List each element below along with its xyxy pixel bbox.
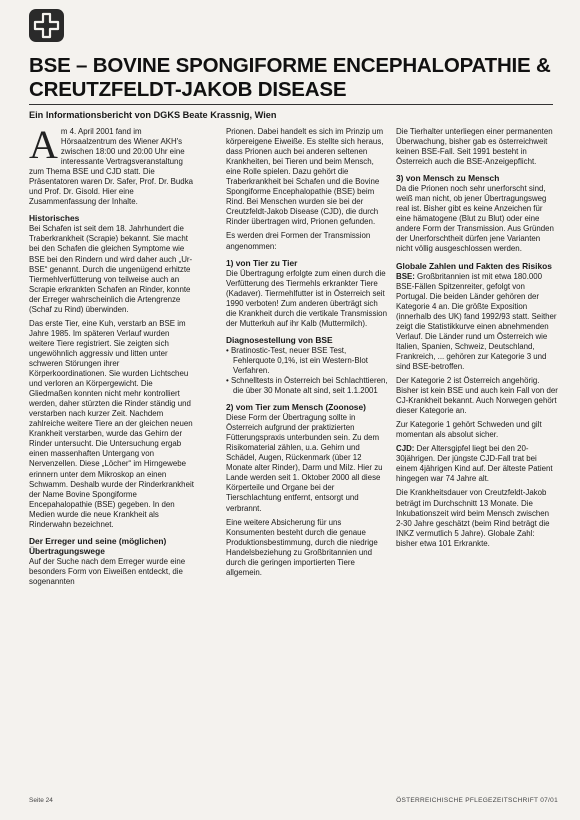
paragraph: Das erste Tier, eine Kuh, verstarb an BSE im Jahre 1985. Im späteren Verlauf wurden weitere Tiere registriert. Sie zeigten sich ungewöhnlich aggressiv und litten unter schweren Störungen ihrer Körperkoordinationen. Sie wurden Lichtscheu und verloren an Körpergewicht. Die Gliedmaßen konnten nicht mehr kontrolliert werden, daher stürzten die Rinder ständig und verstarben nach kurzer Zeit. Nachdem zahlreiche weitere Tiere an der gleichen neuen Krankheit verstarben, wurde das Gehirn der Rinder untersucht. Die Untersuchung ergab einen massenhaften Untergang von Nervenzellen. Diese „Löcher“ im Hirngewebe erinnern unter dem Mikroskop an einen Schwamm. Deshalb wurde der Rinderkrankheit der Name Bovine Spongiforme Encepahalopathie (BSE) gegeben. In den Medien wurde die neue Krankheit als Rinderwahn bezeichnet. xyxy=(29,318,194,529)
byline: Ein Informationsbericht von DGKS Beate Krassnig, Wien xyxy=(29,110,277,120)
lead-label: CJD: xyxy=(396,444,415,454)
list-item: • Bratinostic-Test, neuer BSE Test, Fehlerquote 0,1%, ist ein Western-Blot Verfahren. xyxy=(226,346,389,376)
paragraph: Prionen. Dabei handelt es sich im Prinzip um körpereigene Eiweiße. Es stellte sich heraus, dass Prionen auch bei anderen seltenen Krankheiten, bei Tieren und beim Mensch, eine Rolle spielen. Dazu gehört die Traberkrankheit bei Schafen und die Bovine Spongiforme Encephalopathie (BSE) beim Rind. Bei Menschen wurden sie bei der Creutzfeldt-Jakob Disease (CJD), die durch Rinder übertragen wird, Prionen gefunden. xyxy=(226,127,384,227)
paragraph: Da die Prionen noch sehr unerforscht sind, weiß man nicht, ob jener Übertragungsweg real ist. Bisher gibt es keine Anzeichen für eine hämatogene (Blut zu Blut) oder eine andere Form der Transmission. Aus Gründen der Unerforschtheit dürfen jene Varianten nicht völlig ausgeschlossen werden. xyxy=(396,184,554,254)
cross-logo-icon xyxy=(29,9,64,42)
column-3 xyxy=(396,127,558,553)
paragraph: Auf der Suche nach dem Erreger wurde eine besonders Form von Eiweißen entdeckt, die sogenannten xyxy=(29,556,186,586)
journal-name: ÖSTERREICHISCHE PFLEGEZEITSCHRIFT 07/01 xyxy=(396,797,558,804)
drop-cap: A xyxy=(29,122,58,167)
intro-paragraph: Am 4. April 2001 fand im Hörsaalzentrum des Wiener AKH's zwischen 18:00 und 20:00 Uhr eine interessante Vertragsveranstaltung zum Thema BSE und CJD statt. Die Präsentatoren waren Dr. Safer, Prof. Dr. Budka und Prof. Dr. Gisold. Hier eine Zusammenfassung der Inhalte. xyxy=(29,122,194,207)
paragraph: Die Tierhalter unterliegen einer permanenten Überwachung, bisher gab es österreichweit keinen BSE-Fall. Seit 1991 besteht in Österreich auch die BSE-Anzeigepflicht. xyxy=(396,127,553,167)
heading-diagnose: Diagnosestellung von BSE xyxy=(226,334,333,345)
paragraph: Zur Kategorie 1 gehört Schweden und gilt momentan als absolut sicher. xyxy=(396,420,542,440)
heading-tier-zu-tier: 1) von Tier zu Tier xyxy=(226,257,298,268)
paragraph: Eine weitere Absicherung für uns Konsumenten besteht durch die genaue Produktionsbestimmung, durch die niedrige Handelsbeziehung zu Großbritannien und durch die geringen importierten Tiere allgemein. xyxy=(226,517,378,577)
heading-zoonose: 2) vom Tier zum Mensch (Zoonose) xyxy=(226,402,366,413)
page-title: BSE – BOVINE SPONGIFORME ENCEPHALOPATHIE & CREUTZFELDT-JAKOB DISEASE xyxy=(29,54,551,101)
paragraph: Bei Schafen ist seit dem 18. Jahrhundert die Traberkrankheit (Scrapie) bekannt. Sie macht bei den Schafen die gleichen Symptome wie BSE bei den Rindern und wird daher auch „Ur-BSE“ genannt. Durch die ungenügend erhitzte Tiermehlverfütterung von teilweise auch an Scrapie erkrankten Schafen an Rinder, konnte der Erreger wahrscheinlich die Artengrenze (Schaf zu Rind) überwinden. xyxy=(29,224,193,314)
column-2 xyxy=(226,127,389,582)
lead-label: BSE: xyxy=(396,271,415,281)
list-item: • Schnelltests in Österreich bei Schlachttieren, die über 30 Monate alt sind, seit 1.1.2001 xyxy=(226,376,389,396)
heading-erreger: Der Erreger und seine (möglichen) Übertragungswege xyxy=(29,535,167,556)
title-divider xyxy=(29,104,553,105)
heading-mensch-zu-mensch: 3) von Mensch zu Mensch xyxy=(396,173,500,184)
paragraph: Der Kategorie 2 ist Österreich angehörig. Bisher ist kein BSE und auch kein Fall von der CJ-Krankheit bekannt. Auch Norwegen gehört dieser Kategorie an. xyxy=(396,375,558,416)
paragraph: Die Krankheitsdauer von Creutzfeldt-Jakob beträgt im Durchschnitt 13 Monate. Die Inkubationszeit wird beim Mensch zwischen 2-30 Jahre geschätzt (beim Rind beträgt die INKZ vermutlich 5 Jahre). Globale Zahl: bisher etwa 101 Erkrankte. xyxy=(396,488,550,548)
paragraph: Diese Form der Übertragung sollte in Österreich aufgrund der praktizierten Fütterungspraxis unterbunden sein. Zu dem Risikomaterial zählen, u.a. Gehirn und Schädel, Augen, Rückenmark (über 12 Monate alter Rinder), Darm und Milz. Hier zu Lande werden seit 1. Oktober 2000 all diese Körperteile und Organe bei der Tierschlachtung entfernt, entsorgt und verbrannt. xyxy=(226,413,383,513)
paragraph: Es werden drei Formen der Transmission angenommen: xyxy=(226,231,371,251)
page-number: Seite 24 xyxy=(29,797,53,804)
paragraph-bse: BSE: Großbritannien ist mit etwa 180.000 BSE-Fällen Spitzenreiter, gefolgt von Portugal. Die beiden Länder gehören der Kategorie 4 an. Die größte Exposition (innerhalb des UK) fand 1992/93 statt. Seither zeigt die Statistikkurve einen abnehmenden Verlauf. Die Länder rund um Österreich wie Italien, Spanien, Schweiz, Deutschland, Frankreich, ... gehören zur Kategorie 3 und sind BSE-betroffen. xyxy=(396,271,557,371)
diagnosis-list xyxy=(226,346,389,396)
column-1 xyxy=(29,122,196,591)
paragraph-cjd: CJD: Der Altersgipfel liegt bei den 20-30jährigen. Der jüngste CJD-Fall trat bei einem 4jährigen Kind auf. Der älteste Patient hingegen war 74 Jahre alt. xyxy=(396,444,553,484)
heading-historisches: Historisches xyxy=(29,213,80,224)
paragraph: Die Übertragung erfolgte zum einen durch die Verfütterung des Tiermehls erkrankter Tiere (Kadaver). Tiermehlfutter ist in Österreich seit 1990 verboten! Zum anderen überträgt sich die Krankheit durch die vertikale Transmission der Mutterkuh auf ihr Kalb (Muttermilch). xyxy=(226,268,387,328)
heading-globale-zahlen: Globale Zahlen und Fakten des Risikos xyxy=(396,260,552,271)
